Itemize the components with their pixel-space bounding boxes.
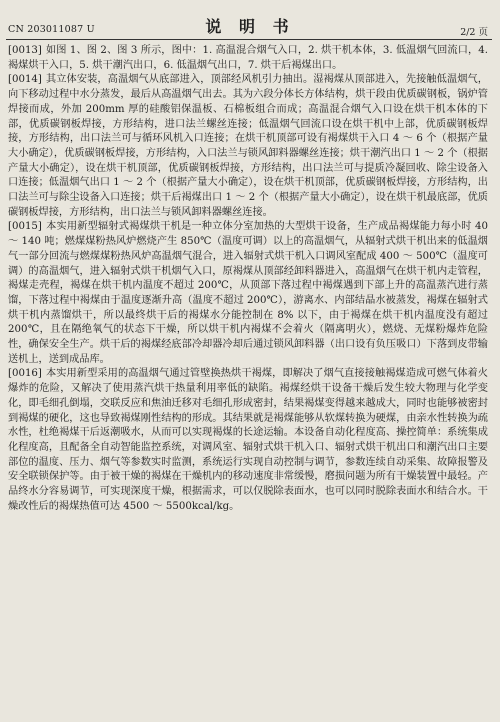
paragraph-0015 <box>8 220 488 367</box>
page-title: 说 明 书 <box>205 17 295 36</box>
document-body <box>8 44 488 720</box>
paragraph-text: 其立体安装，高温烟气从底部进入，顶部经风机引力抽出。湿褐煤从顶部进入，先接触低温烟气，向下移动过程中水分蒸发，最后从高温烟气出去。其为六段分体长方体结构，烘干段由优质碳钢板，锅炉管焊接而成，外加 200mm 厚的硅酸铝保温板、石棉板组合而成；高温混合烟气入口设在烘干机本体的下部，优质碳钢板焊接，方形结构，进口法兰螺丝连接；低温烟气回流口设在烘干机中上部，优质碳钢板焊接，方形结构，出口法兰可与循环风机入口连接；在烘干机顶部可设有褐煤烘干入口 4 ～ 6 个（根据产量大小确定），优质碳钢板焊接，方形结构，入口法兰与锁风卸料器螺丝连接；烘干潮汽出口 1 ～ 2 个（根据产量大小确定），设在烘干机顶部，优质碳钢板焊接，方形结构，出口法兰可与提质冷凝回收、除尘设备入口连接；低温烟气出口 1 ～ 2 个（根据产量大小确定），设在烘干机顶部，优质碳钢板焊接，方形结构，出口法兰可与除尘设备入口连接；烘干后褐煤出口 1 ～ 2 个（根据产量大小确定），设在烘干机最底部，优质碳钢板焊接，方形结构，出口法兰与锁风卸料器螺丝连接。 <box>8 74 488 218</box>
paragraph-id: [0016] <box>8 368 42 380</box>
header-divider <box>6 39 492 40</box>
paragraph-text: 如图 1、图 2、图 3 所示，图中：1. 高温混合烟气入口，2. 烘干机本体，3. 低温烟气回流口，4. 褐煤烘干入口，5. 烘干潮汽出口，6. 低温烟气出口，7. 烘干后褐煤出口。 <box>8 45 488 71</box>
paragraph-id: [0015] <box>8 221 42 233</box>
paragraph-0014 <box>8 73 488 220</box>
doc-number: CN 203011087 U <box>8 24 95 35</box>
paragraph-0013 <box>8 44 488 73</box>
paragraph-text: 本实用新型采用的高温烟气通过管壁换热烘干褐煤，即解决了烟气直接接触褐煤造成可燃气体着火爆炸的危险，又解决了使用蒸汽烘干热量利用率低的缺陷。褐煤经烘干设备干燥后发生较大物理与化学变化，即毛细孔倒塌，交联反应和焦油迁移对毛细孔形成密封，结果褐煤变得越来越成大，同时也能够被密封到褐煤的硬化，这也导致褐煤刚性结构的形成。其结果就是褐煤能够从软煤转换为硬煤，由亲水性转换为疏水性，杜绝褐煤干后返潮吸水，从而可以实现褐煤的长途运输。本设备自动化程度高、操控简单：系统集成化程度高，且配备全自动智能监控系统，对调风室、辐射式烘干机入口、辐射式烘干机出口和潮汽出口主要部位的温度、压力、烟气等参数实时监测，系统运行实现自动控制与调节，参数连续自动采集、故障报警及安全联锁保护等。由于被干燥的褐煤在干燥机内的移动速度非常缓慢，磨损问题为所有干燥装置中最轻。产品终水分容易调节，可实现深度干燥，根据需求，可以仅脱除表面水，也可以同时脱除表面水和结合水。干燥改性后的褐煤热值可达 4500 ～ 5500kcal/kg。 <box>8 368 488 512</box>
page-number: 2/2 页 <box>460 27 488 38</box>
paragraph-0016 <box>8 367 488 514</box>
paragraph-text: 本实用新型辐射式褐煤烘干机是一种立体分室加热的大型烘干设备，生产成品褐煤能力每小时 40 ～ 140 吨；燃煤煤粉热风炉燃烧产生 850℃（温度可调）以上的高温烟气，从辐射式烘干机出来的低温烟气一部分回流与燃煤煤粉热风炉高温烟气混合，进入辐射式烘干机入口调风室配成 400 ～ 500℃（温度可调）的高温烟气，进入辐射式烘干机烟气入口，原褐煤从顶部经卸料器进入，高温烟气在烘干机内走管程，褐煤走壳程，褐煤在烘干机内温度不超过 200℃，从顶部下落过程中褐煤遇到下部上升的高温蒸汽进行蒸馏，下落过程中褐煤由于温度逐渐升高（温度不超过 200℃），游离水、内部结晶水被蒸发，褐煤在辐射式烘干机内蒸馏烘干，所以最终烘干后的褐煤水分能控制在 8% 以下，由于褐煤在烘干机内温度没有超过 200℃，且在隔绝氧气的状态下干燥，所以烘干机内褐煤不会着火（隔离明火），燃烧、无煤粉爆炸危险性，确保安全生产。烘干后的褐煤经底部冷却器冷却后通过锁风卸料器（出口设有负压吸口）下落到皮带输送机上，送到成品库。 <box>8 221 488 365</box>
paragraph-id: [0013] <box>8 45 42 56</box>
paragraph-id: [0014] <box>8 74 42 86</box>
